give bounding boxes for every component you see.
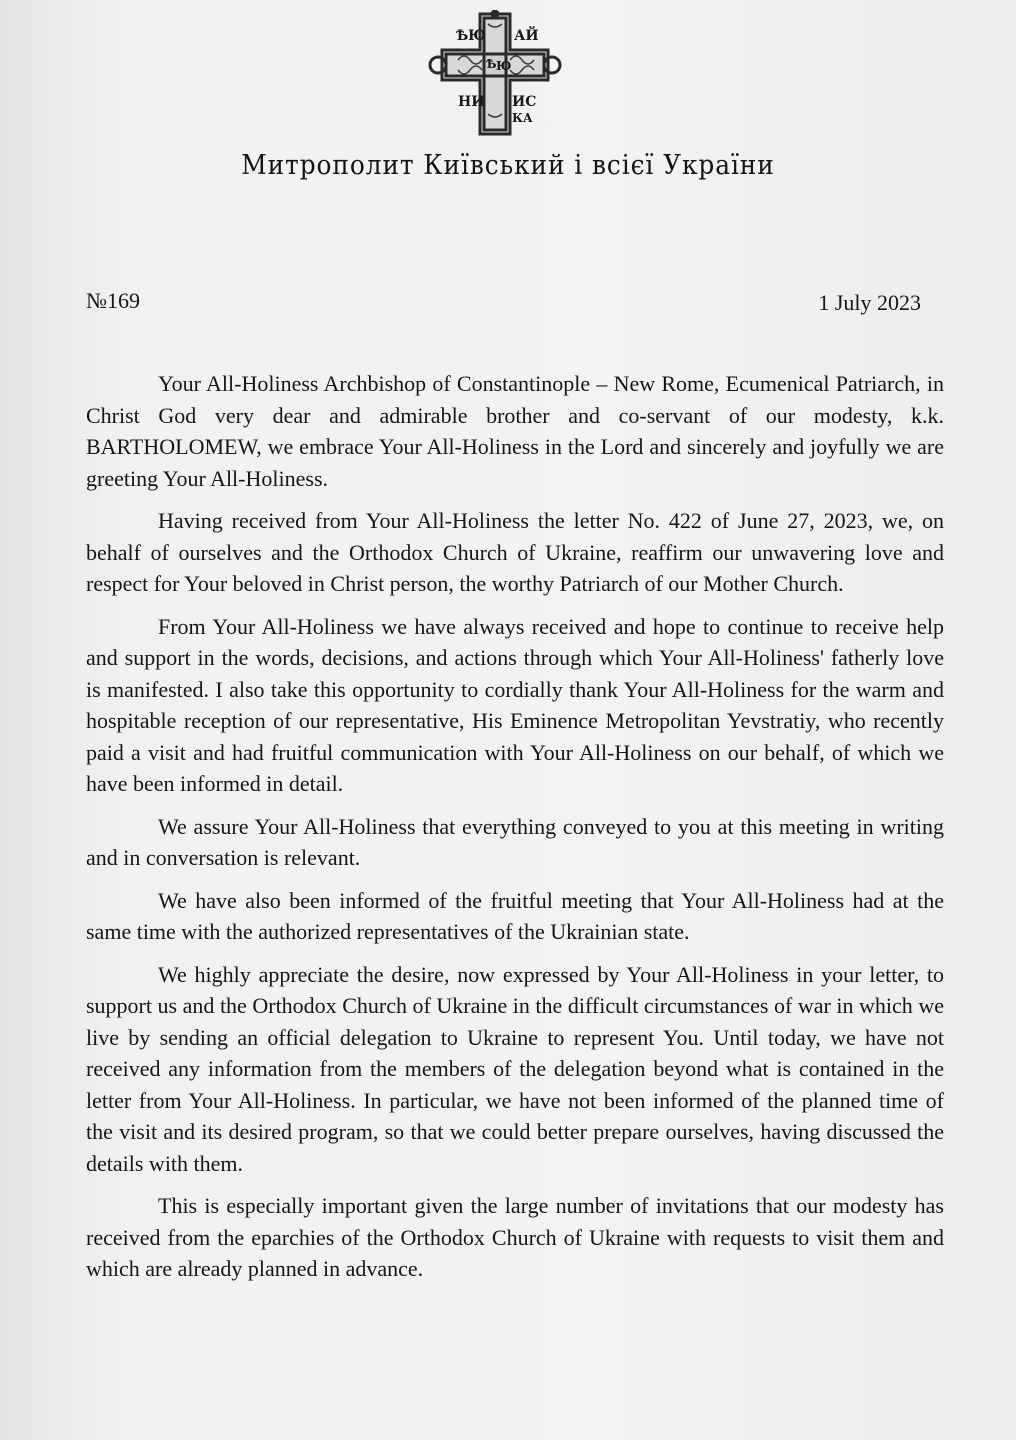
paragraph: Having received from Your All-Holiness the letter No. 422 of June 27, 2023, we, on behalf of ourselves and the Orthodox Church of Ukraine, reaffirm our unwavering love and respect for Your beloved in Christ person, the worthy Patriarch of our Mother Church. (86, 508, 944, 596)
paragraph: Your All-Holiness Archbishop of Constantinople – New Rome, Ecumenical Patriarch, in Christ God very dear and admirable brother and co-servant of our modesty, k.k. BARTHOLOMEW, we embrace Your All-Holiness in the Lord and sincerely and joyfully we are greeting Your All-Holiness. (86, 371, 944, 491)
paragraph: This is especially important given the large number of invitations that our modesty has received from the eparchies of the Orthodox Church of Ukraine with requests to visit them and which are already planned in advance. (86, 1193, 944, 1281)
cross-emblem-icon (428, 10, 562, 138)
letter-date: 1 July 2023 (818, 290, 921, 315)
emblem-letter-br: ИС (512, 94, 537, 110)
letter-body (86, 368, 944, 1296)
paragraph: We highly appreciate the desire, now expressed by Your All-Holiness in your letter, to support us and the Orthodox Church of Ukraine in the difficult circumstances of war in which we live by sending an official delegation to Ukraine to represent You. Until today, we have not received any information from the members of the delegation beyond what is contained in the letter from Your All-Holiness. In particular, we have not been informed of the planned time of the visit and its desired program, so that we could better prepare ourselves, having discussed the details with them. (86, 961, 944, 1176)
emblem-letter-tl2: Ю (468, 28, 487, 44)
paragraph: From Your All-Holiness we have always received and hope to continue to receive help and support in the words, decisions, and actions through which Your All-Holiness' fatherly love is manifested. I also take this opportunity to cordially thank Your All-Holiness for the warm and hospitable reception of our representative, His Eminence Metropolitan Yevstratiy, who recently paid a visit and had fruitful communication with Your All-Holiness on our behalf, of which we have been informed in detail. (86, 613, 944, 796)
emblem-letter-tl: Ѣ (456, 28, 469, 44)
paragraph: We assure Your All-Holiness that everything conveyed to you at this meeting in writing and in conversation is relevant. (86, 813, 944, 870)
paragraph: We have also been informed of the fruitful meeting that Your All-Holiness had at the same time with the authorized representatives of the Ukrainian state. (86, 887, 944, 944)
letterhead-title: Митрополит Київський і всієї України (241, 150, 775, 181)
emblem-letter-center: Ѣ (486, 57, 497, 71)
emblem-letter-tr: АЙ (514, 28, 539, 44)
emblem-letter-bl: НИ (458, 94, 485, 110)
letter-number: №169 (86, 288, 140, 313)
emblem-letter-center2: Ю (496, 59, 512, 73)
emblem-letter-br2: КА (512, 111, 533, 125)
